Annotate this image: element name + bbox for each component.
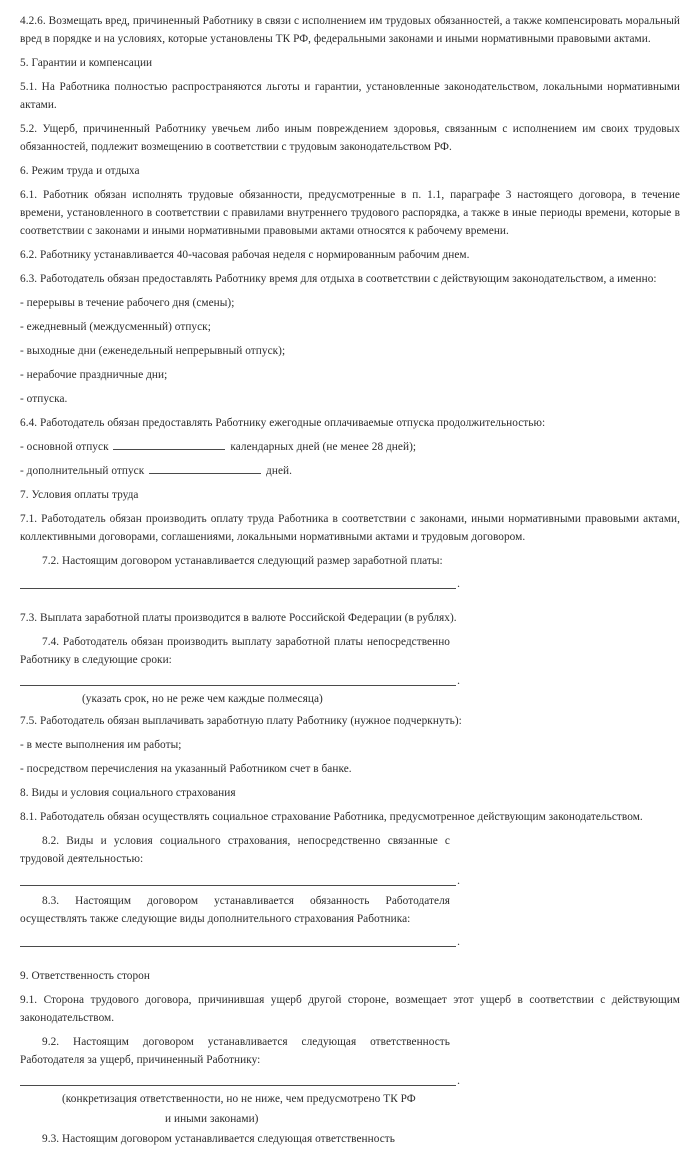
rule[interactable] xyxy=(20,1076,456,1086)
trailing-punctuation: . xyxy=(457,675,460,687)
main-leave-days-blank[interactable] xyxy=(113,440,225,450)
fill-in-line-8-2[interactable] xyxy=(20,876,460,886)
hint-note-9-2-line-2: и иными законами) xyxy=(165,1113,259,1125)
paragraph-7-5: 7.5. Работодатель обязан выплачивать заработную плату Работнику (нужное подчеркнуть): xyxy=(20,715,462,727)
list-item: - перерывы в течение рабочего дня (смены); xyxy=(20,297,235,309)
section-heading-9: 9. Ответственность сторон xyxy=(20,970,150,982)
hint-note-9-2-line-1: (конкретизация ответственности, но не ниже, чем предусмотрено ТК РФ xyxy=(62,1093,416,1105)
fill-in-line-8-3[interactable] xyxy=(20,937,460,947)
paragraph-7-3: 7.3. Выплата заработной платы производится в валюте Российской Федерации (в рублях). xyxy=(20,612,457,624)
extra-leave-suffix: дней. xyxy=(266,465,292,477)
section-heading-8: 8. Виды и условия социального страхования xyxy=(20,787,236,799)
list-item: - ежедневный (междусменный) отпуск; xyxy=(20,321,211,333)
rule[interactable] xyxy=(20,579,456,589)
paragraph-9-1: 9.1. Сторона трудового договора, причинившая ущерб другой стороне, возмещает этот ущерб в соответствии с действующим законодательством. xyxy=(20,994,680,1024)
trailing-punctuation: . xyxy=(457,936,460,948)
extra-leave-days-blank[interactable] xyxy=(149,464,261,474)
hint-note-7-4: (указать срок, но не реже чем каждые полмесяца) xyxy=(82,693,323,705)
paragraph-5-2: 5.2. Ущерб, причиненный Работнику увечьем либо иным повреждением здоровья, связанным с исполнением им своих трудовых обязанностей, подлежит возмещению в соответствии с трудовым законодательством РФ. xyxy=(20,123,680,153)
document-body xyxy=(20,12,680,1154)
list-item: - отпуска. xyxy=(20,393,68,405)
paragraph-6-4-main-leave xyxy=(20,438,680,456)
paragraph-6-4: 6.4. Работодатель обязан предоставлять Работнику ежегодные оплачиваемые отпуска продолжительностью: xyxy=(20,417,546,429)
list-item: - нерабочие праздничные дни; xyxy=(20,369,168,381)
rule[interactable] xyxy=(20,876,456,886)
paragraph-7-1: 7.1. Работодатель обязан производить оплату труда Работника в соответствии с законами, иными нормативными правовыми актами, коллективными договорами, соглашениями, локальными нормативными актами и трудовым договором. xyxy=(20,513,680,543)
paragraph-8-2: 8.2. Виды и условия социального страхования, непосредственно связанные с трудовой деятельностью: xyxy=(20,835,450,865)
list-item: - выходные дни (еженедельный непрерывный отпуск); xyxy=(20,345,286,357)
trailing-punctuation: . xyxy=(457,1075,460,1087)
main-leave-suffix: календарных дней (не менее 28 дней); xyxy=(230,441,417,453)
fill-in-line-7-2[interactable] xyxy=(20,579,460,589)
section-heading-6: 6. Режим труда и отдыха xyxy=(20,165,140,177)
section-heading-7: 7. Условия оплаты труда xyxy=(20,489,139,501)
paragraph-6-4-extra-leave xyxy=(20,462,680,480)
trailing-punctuation: . xyxy=(457,875,460,887)
paragraph-9-2: 9.2. Настоящим договором устанавливается следующая ответственность Работодателя за ущерб, причиненный Работнику: xyxy=(20,1036,450,1066)
paragraph-4-2-6: 4.2.6. Возмещать вред, причиненный Работнику в связи с исполнением им трудовых обязанностей, а также компенсировать моральный вред в порядке и на условиях, которые установлены ТК РФ, федеральными законами и иными нормативными правовыми актами. xyxy=(20,15,680,45)
paragraph-6-2: 6.2. Работнику устанавливается 40-часовая рабочая неделя с нормированным рабочим днем. xyxy=(20,249,470,261)
rule[interactable] xyxy=(20,676,456,686)
paragraph-9-3: 9.3. Настоящим договором устанавливается следующая ответственность xyxy=(42,1133,395,1145)
paragraph-8-1: 8.1. Работодатель обязан осуществлять социальное страхование Работника, предусмотренное действующим законодательством. xyxy=(20,811,643,823)
section-heading-5: 5. Гарантии и компенсации xyxy=(20,57,153,69)
rule[interactable] xyxy=(20,937,456,947)
list-item: - в месте выполнения им работы; xyxy=(20,739,182,751)
paragraph-5-1: 5.1. На Работника полностью распространяются льготы и гарантии, установленные законодательством, локальными нормативными актами. xyxy=(20,81,680,111)
paragraph-6-3: 6.3. Работодатель обязан предоставлять Работнику время для отдыха в соответствии с действующим законодательством, а именно: xyxy=(20,273,657,285)
main-leave-label: - основной отпуск xyxy=(20,441,109,453)
paragraph-7-2: 7.2. Настоящим договором устанавливается следующий размер заработной платы: xyxy=(42,555,443,567)
paragraph-6-1: 6.1. Работник обязан исполнять трудовые обязанности, предусмотренные в п. 1.1, параграфе 3 настоящего договора, в течение времени, установленного в соответствии с правилами внутреннего трудового распорядка, а также в иные периоды времени, которые в соответствии с законами и иными нормативными правовыми актами относятся к рабочему времени. xyxy=(20,189,680,237)
paragraph-8-3: 8.3. Настоящим договором устанавливается обязанность Работодателя осуществлять также следующие виды дополнительного страхования Работника: xyxy=(20,895,450,925)
fill-in-line-7-4[interactable] xyxy=(20,676,460,686)
fill-in-line-9-2[interactable] xyxy=(20,1076,460,1086)
trailing-punctuation: . xyxy=(457,578,460,590)
list-item: - посредством перечисления на указанный Работником счет в банке. xyxy=(20,763,352,775)
paragraph-7-4: 7.4. Работодатель обязан производить выплату заработной платы непосредственно Работнику в следующие сроки: xyxy=(20,636,450,666)
extra-leave-label: - дополнительный отпуск xyxy=(20,465,145,477)
